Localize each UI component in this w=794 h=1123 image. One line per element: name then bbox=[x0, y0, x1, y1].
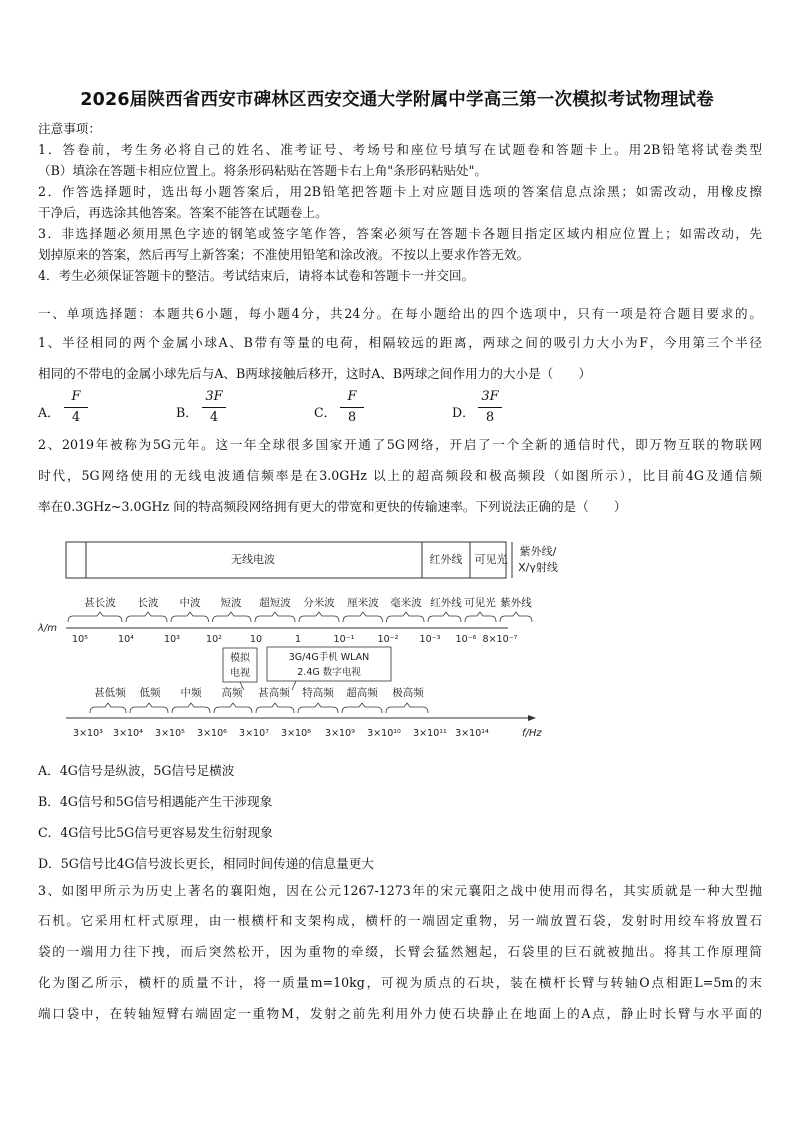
frequency-band-label: 甚低频 bbox=[94, 687, 126, 699]
frequency-tick-label: 3×10¹⁰ bbox=[367, 728, 401, 739]
wavelength-tick-label: 10⁴ bbox=[118, 634, 134, 645]
frequency-tick-label: 3×10¹⁴ bbox=[455, 728, 489, 739]
frequency-tick-label: 3×10⁵ bbox=[155, 728, 185, 739]
frequency-tick-label: 3×10⁶ bbox=[197, 728, 227, 739]
frequency-tick-label: 3×10⁷ bbox=[239, 728, 269, 739]
question-2-answer-c: C．4G信号比5G信号更容易发生衍射现象 bbox=[38, 825, 273, 840]
svg-text:2.4G 数字电视: 2.4G 数字电视 bbox=[297, 667, 361, 678]
wavelength-tick-label: 8×10⁻⁷ bbox=[482, 634, 518, 645]
question-3-text: 袋的一端用力往下拽，而后突然松开，因为重物的牵缀，长臂会猛然翘起，石袋里的巨石就被抛出。将其工作原理简 bbox=[38, 944, 762, 959]
wavelength-tick-label: 1 bbox=[294, 634, 302, 645]
wave-band-label: 长波 bbox=[137, 597, 159, 609]
band-visible: 可见光 bbox=[474, 553, 508, 566]
callout-analog-tv bbox=[223, 648, 257, 690]
frequency-band-brace bbox=[90, 703, 126, 713]
wave-band-brace bbox=[255, 612, 295, 622]
question-1-text: 1、半径相同的两个金属小球A、B带有等量的电荷，相隔较远的距离，两球之间的吸引力大小为F，今用第三个半径 bbox=[38, 335, 762, 350]
frequency-tick-label: 3×10³ bbox=[73, 728, 103, 739]
wavelength-tick-label: 10⁵ bbox=[72, 634, 88, 645]
wave-band-brace bbox=[428, 612, 461, 622]
notes-heading: 注意事项： bbox=[38, 121, 101, 136]
band-radio: 无线电波 bbox=[231, 553, 275, 566]
wave-band-brace bbox=[171, 612, 209, 622]
wave-band-label: 甚长波 bbox=[84, 597, 116, 609]
frequency-band-brace bbox=[130, 703, 168, 713]
question-2-text: 率在0.3GHz~3.0GHz 间的特高频段网络拥有更大的带宽和更快的传输速率。下列说法正确的是（ ） bbox=[38, 499, 627, 514]
question-2-text: 时代，5G网络使用的无线电波通信频率是在3.0GHz 以上的超高频段和极高频段（如图所示），比目前4G及通信频 bbox=[38, 468, 762, 483]
frequency-band-brace bbox=[342, 703, 382, 713]
note-line: 3．非选择题必须用黑色字迹的钢笔或签字笔作答，答案必须写在答题卡各题目指定区域内相应位置上；如需改动，先 bbox=[38, 226, 762, 241]
wave-band-brace bbox=[387, 612, 425, 622]
frequency-band-label: 低频 bbox=[139, 687, 161, 699]
question-1-options: A． F 4 B． 3F 4 C． F 8 D． 3F 8 bbox=[38, 388, 762, 432]
wavelength-tick-label: 10³ bbox=[164, 634, 180, 645]
question-2-answer-d: D．5G信号比4G信号波长更长，相同时间传递的信息量更大 bbox=[38, 856, 374, 871]
question-2-answer-b: B．4G信号和5G信号相遇能产生干涉现象 bbox=[38, 794, 273, 809]
wave-band-label: 紫外线 bbox=[500, 597, 532, 609]
wave-band-brace bbox=[465, 612, 496, 622]
wave-band-label: 分米波 bbox=[303, 597, 335, 609]
frequency-band-label: 中频 bbox=[180, 687, 202, 699]
callout-mobile bbox=[267, 647, 391, 690]
question-3-text: 端口袋中，在转轴短臂右端固定一重物M，发射之前先利用外力使石块静止在地面上的A点，静止时长臂与水平面的 bbox=[38, 1006, 762, 1021]
wave-band-label: 可见光 bbox=[464, 597, 496, 609]
wave-band-brace bbox=[213, 612, 252, 622]
wave-band-label: 超短波 bbox=[259, 597, 291, 609]
wave-band-label: 毫米波 bbox=[390, 597, 422, 609]
note-line: 4．考生必须保证答题卡的整洁。考试结束后，请将本试卷和答题卡一并交回。 bbox=[38, 268, 475, 283]
frequency-band-label: 甚高频 bbox=[258, 687, 290, 699]
wave-band-brace bbox=[343, 612, 383, 622]
frequency-band-label: 高频 bbox=[221, 687, 243, 699]
frequency-band-brace bbox=[298, 703, 338, 713]
wavelength-tick-label: 10 bbox=[249, 634, 263, 645]
frequency-band-brace bbox=[214, 703, 252, 713]
wave-band-brace bbox=[126, 612, 167, 622]
frequency-band-label: 极高频 bbox=[392, 687, 424, 699]
question-2-answer-a: A．4G信号是纵波，5G信号足横波 bbox=[38, 763, 235, 778]
note-line: 1．答卷前，考生务必将自己的姓名、准考证号、考场号和座位号填写在试题卷和答题卡上。用2B铅笔将试卷类型 bbox=[38, 142, 762, 157]
wave-band-label: 厘米波 bbox=[347, 597, 379, 609]
question-3-text: 石机。它采用杠杆式原理，由一根横杆和支架构成，横杆的一端固定重物，另一端放置石袋，发射时用绞车将放置石 bbox=[38, 913, 762, 928]
wavelength-tick-label: 10⁻⁶ bbox=[455, 634, 477, 645]
note-line: 2．作答选择题时，选出每小题答案后，用2B铅笔把答题卡上对应题目选项的答案信息点涂黑；如需改动，用橡皮擦 bbox=[38, 184, 762, 199]
frequency-tick-label: 3×10⁴ bbox=[113, 728, 143, 739]
frequency-tick-label: 3×10⁸ bbox=[281, 728, 311, 739]
note-line: 干净后，再选涂其他答案。答案不能答在试题卷上。 bbox=[38, 205, 328, 220]
wave-band-brace bbox=[68, 612, 122, 622]
wavelength-tick-label: 10⁻¹ bbox=[333, 634, 355, 645]
section-heading: 一、单项选择题：本题共6小题，每小题4分，共24分。在每小题给出的四个选项中，只有一项是符合题目要求的。 bbox=[38, 306, 762, 321]
frequency-band-brace bbox=[172, 703, 210, 713]
svg-text:3G/4G手机 WLAN: 3G/4G手机 WLAN bbox=[288, 652, 370, 663]
wavelength-tick-label: 10⁻² bbox=[377, 634, 399, 645]
band-uv: 紫外线/ bbox=[519, 545, 557, 558]
svg-text:模拟: 模拟 bbox=[230, 653, 250, 664]
question-2-text: 2、2019年被称为5G元年。这一年全球很多国家开通了5G网络，开启了一个全新的通信时代，即万物互联的物联网 bbox=[38, 437, 762, 452]
frequency-band-label: 特高频 bbox=[302, 687, 334, 699]
svg-text:电视: 电视 bbox=[230, 668, 250, 679]
band-xray: X/γ射线 bbox=[518, 561, 558, 574]
wave-band-brace bbox=[500, 612, 532, 622]
spectrum-diagram bbox=[38, 530, 558, 750]
wave-band-label: 短波 bbox=[220, 597, 242, 609]
page-title: 2026届陕西省西安市碑林区西安交通大学附属中学高三第一次模拟考试物理试卷 bbox=[80, 90, 714, 110]
frequency-axis-label: f/Hz bbox=[522, 728, 542, 739]
note-line: （B）填涂在答题卡相应位置上。将条形码粘贴在答题卡右上角"条形码粘贴处"。 bbox=[38, 163, 488, 178]
wave-band-label: 红外线 bbox=[430, 597, 462, 609]
question-1-text: 相同的不带电的金属小球先后与A、B两球接触后移开，这时A、B两球之间作用力的大小是（ ） bbox=[38, 366, 592, 381]
frequency-band-label: 超高频 bbox=[346, 687, 378, 699]
wave-band-brace bbox=[299, 612, 339, 622]
wavelength-axis-label: λ/m bbox=[38, 623, 58, 634]
wavelength-tick-label: 10² bbox=[206, 634, 222, 645]
note-line: 划掉原来的答案，然后再写上新答案；不准使用铅笔和涂改液。不按以上要求作答无效。 bbox=[38, 247, 530, 262]
wave-band-label: 中波 bbox=[179, 597, 201, 609]
frequency-tick-label: 3×10⁹ bbox=[325, 728, 355, 739]
band-infrared: 红外线 bbox=[429, 553, 463, 566]
frequency-tick-label: 3×10¹¹ bbox=[413, 728, 447, 739]
wavelength-tick-label: 10⁻³ bbox=[419, 634, 441, 645]
question-3-text: 3、如图甲所示为历史上著名的襄阳炮，因在公元1267-1273年的宋元襄阳之战中使用而得名，其实质就是一种大型抛 bbox=[38, 883, 762, 898]
question-3-text: 化为图乙所示，横杆的质量不计，将一质量m=10kg，可视为质点的石块，装在横杆长臂与转轴O点相距L=5m的末 bbox=[38, 975, 762, 990]
frequency-band-brace bbox=[386, 703, 428, 713]
frequency-axis-arrow bbox=[528, 715, 536, 721]
frequency-band-brace bbox=[256, 703, 294, 713]
